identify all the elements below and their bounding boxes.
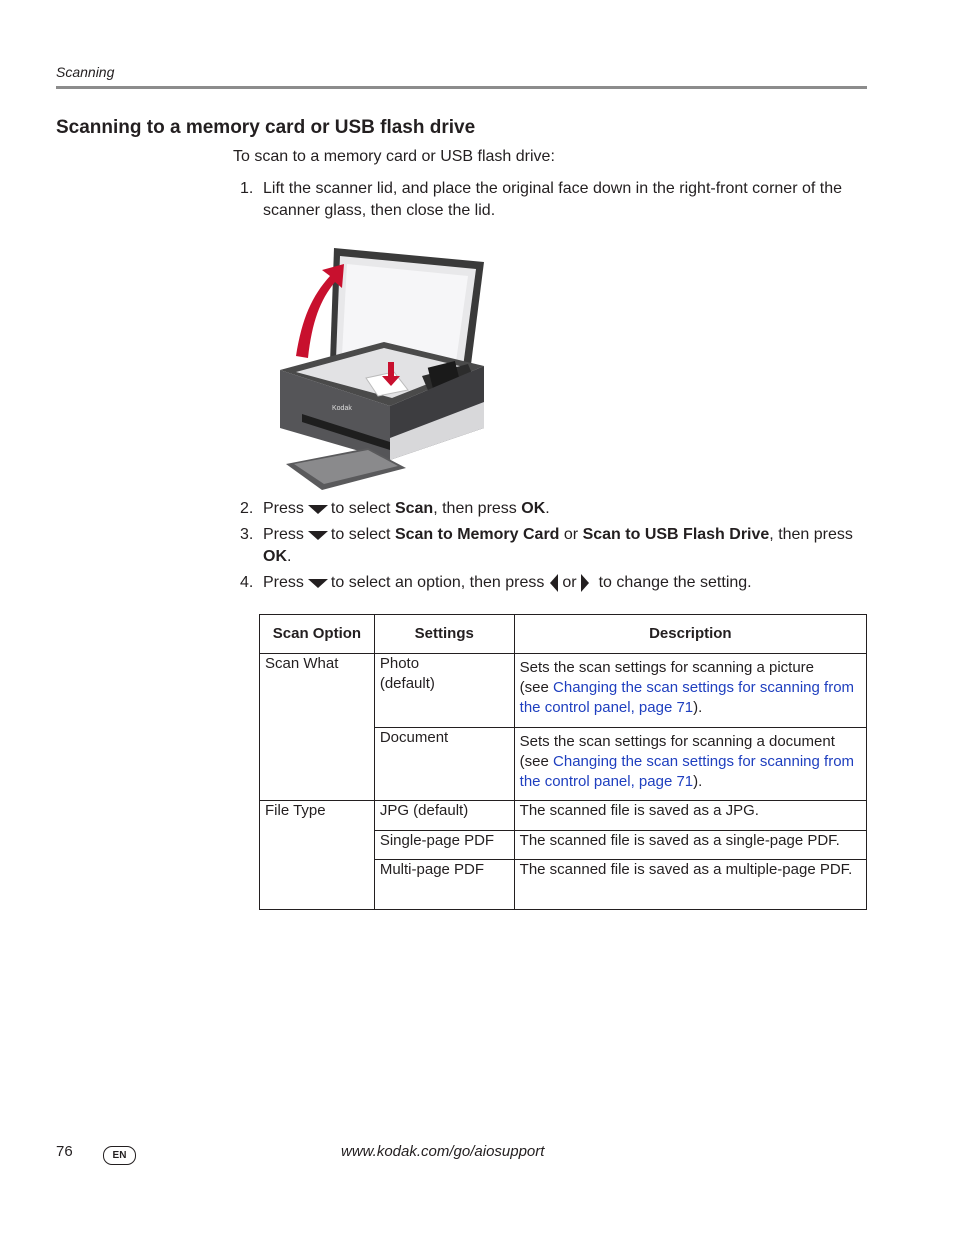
down-arrow-icon — [308, 531, 328, 540]
step-number: 2. — [240, 500, 254, 517]
running-head: Scanning — [56, 64, 115, 80]
left-arrow-icon — [550, 574, 558, 592]
section-title: Scanning to a memory card or USB flash drive — [56, 117, 476, 138]
language-badge: EN — [103, 1146, 136, 1165]
down-arrow-icon — [308, 505, 328, 514]
column-header: Settings — [374, 615, 514, 654]
header-rule — [56, 86, 867, 89]
description-cell: Sets the scan settings for scanning a document (see Changing the scan settings for scanning from the control panel, page 71). — [514, 728, 866, 801]
description-cell: The scanned file is saved as a single-page PDF. — [514, 831, 866, 860]
intro-text: To scan to a memory card or USB flash drive: — [233, 148, 555, 165]
scan-options-table — [259, 614, 867, 910]
column-header: Description — [514, 615, 866, 654]
right-arrow-icon — [581, 574, 589, 592]
step-text: Lift the scanner lid, and place the original face down in the right-front corner of the scanner glass, then close the lid. — [263, 180, 843, 219]
setting-cell: Single-page PDF — [374, 831, 514, 860]
setting-cell: JPG (default) — [374, 801, 514, 831]
support-url[interactable]: www.kodak.com/go/aiosupport — [341, 1143, 545, 1160]
scan-option-cell: File Type — [260, 801, 375, 910]
setting-cell: Multi-page PDF — [374, 860, 514, 910]
page-number: 76 — [56, 1143, 73, 1160]
cross-reference-link[interactable]: Changing the scan settings for scanning from the control panel, page 71 — [519, 679, 855, 716]
cross-reference-link[interactable]: Changing the scan settings for scanning from the control panel, page 71 — [519, 753, 855, 790]
down-arrow-icon — [308, 579, 328, 588]
table-header-row — [260, 615, 867, 654]
setting-cell: Photo (default) — [374, 654, 514, 728]
column-header: Scan Option — [260, 615, 375, 654]
step-number: 4. — [240, 574, 254, 591]
table-row — [260, 801, 867, 831]
description-cell: The scanned file is saved as a JPG. — [514, 801, 866, 831]
brand-label: Kodak — [332, 405, 352, 412]
printer-scanner-illustration — [272, 238, 492, 500]
setting-cell: Document — [374, 728, 514, 801]
table-row — [260, 654, 867, 728]
description-cell: The scanned file is saved as a multiple-page PDF. — [514, 860, 866, 910]
step-number: 1. — [240, 180, 254, 197]
description-cell: Sets the scan settings for scanning a picture (see Changing the scan settings for scanning from the control panel, page 71). — [514, 654, 866, 728]
scan-option-cell: Scan What — [260, 654, 375, 801]
step-number: 3. — [240, 526, 254, 543]
